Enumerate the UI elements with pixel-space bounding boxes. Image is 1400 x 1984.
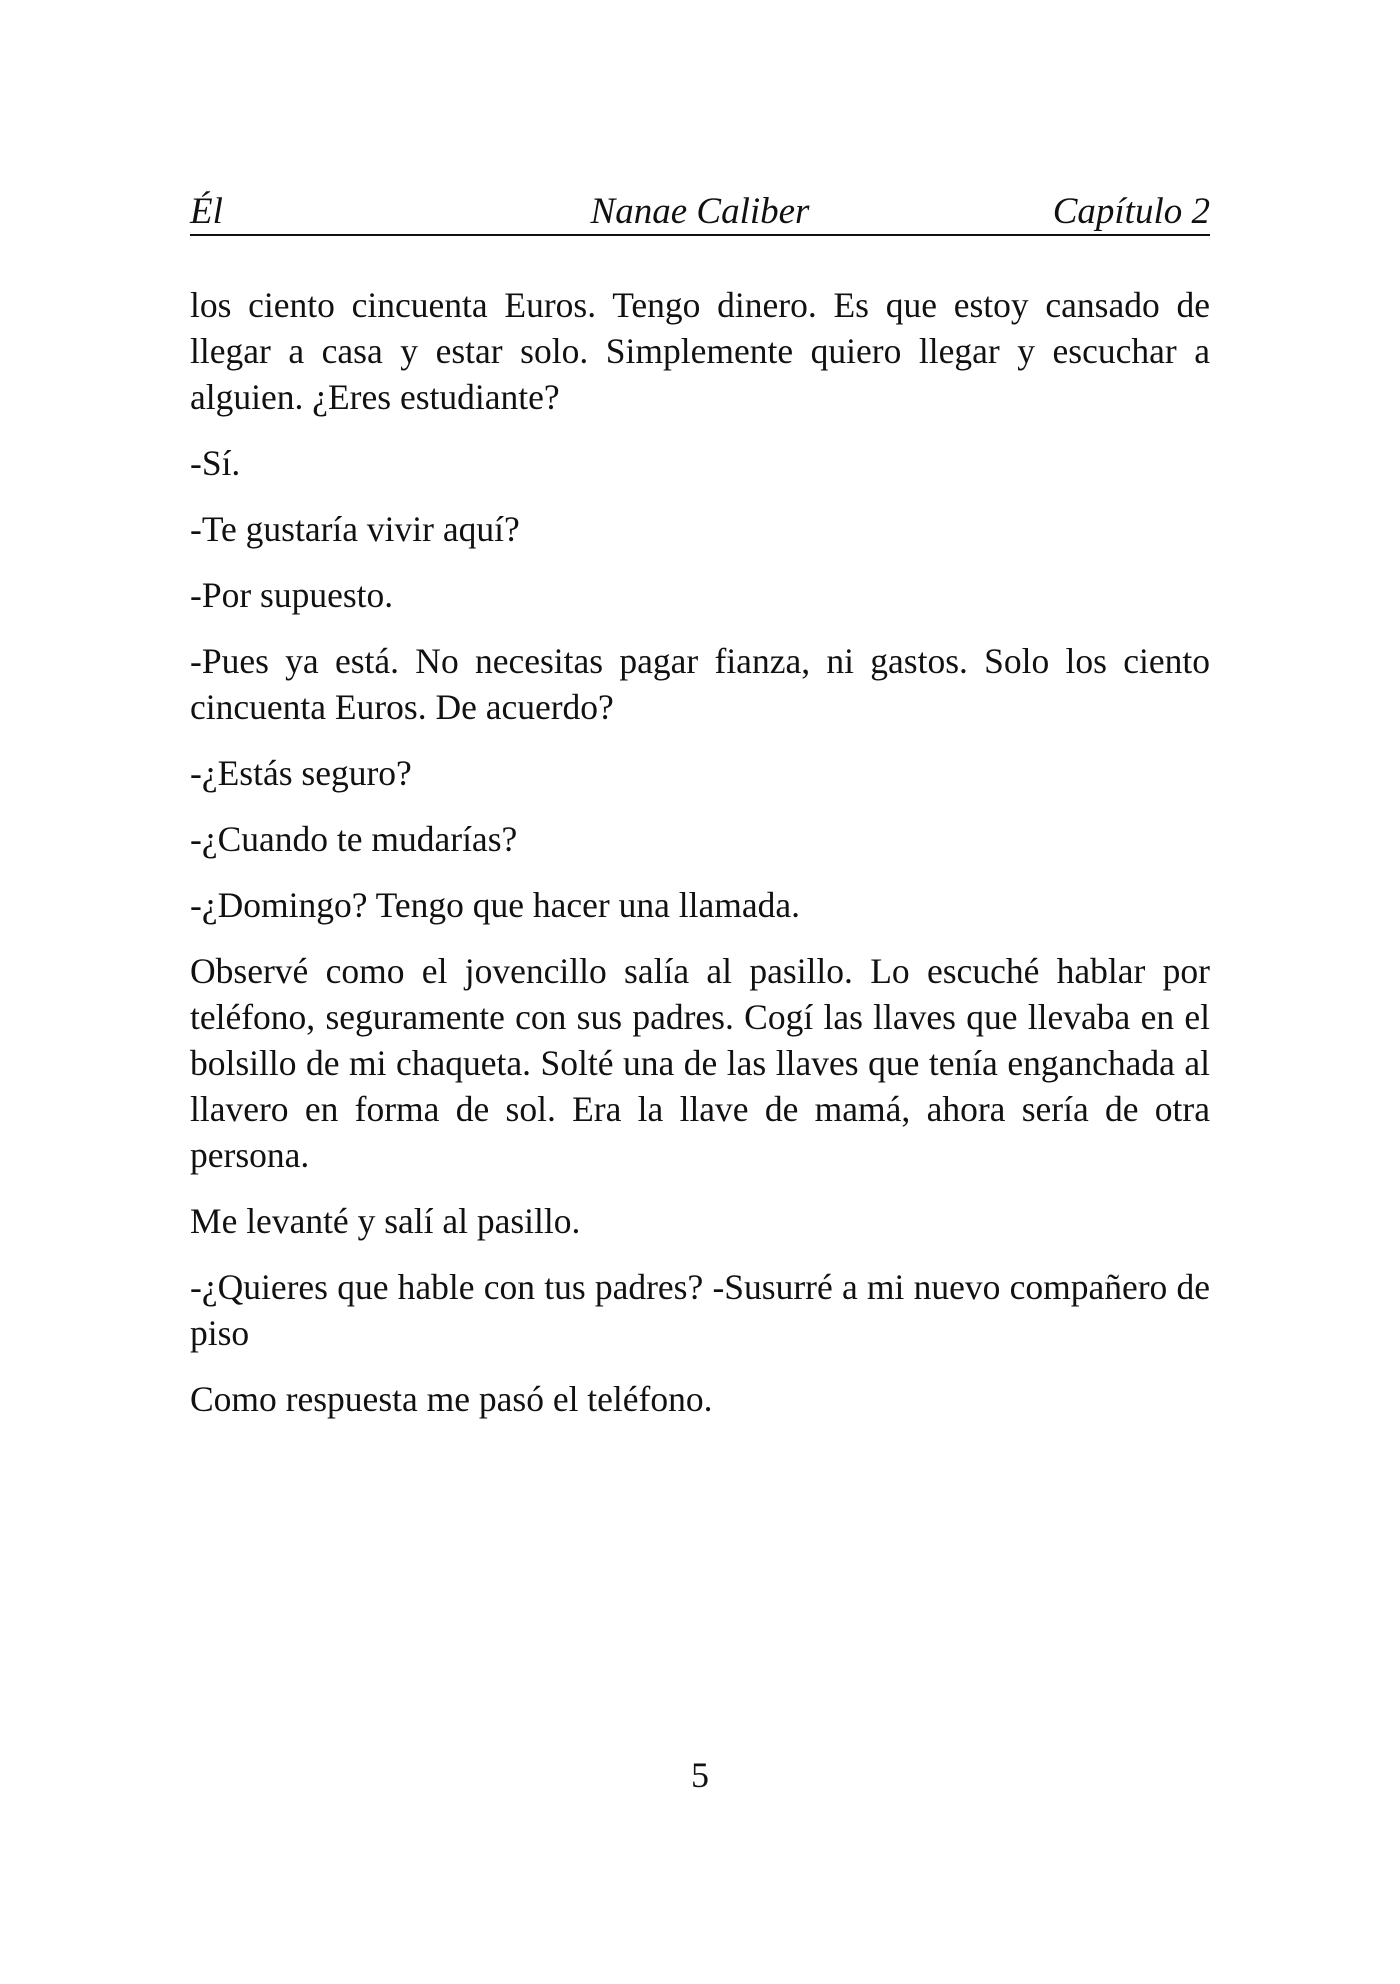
paragraph: Observé como el jovencillo salía al pasillo. Lo escuché hablar por teléfono, seguramente con sus padres. Cogí las llaves que llevaba en el bolsillo de mi chaqueta. Solté una de las llaves que tenía enganchada al llavero en forma de sol. Era la llave de mamá, ahora sería de otra persona.	[190, 951, 1210, 1175]
header-author: Nanae Caliber	[590, 191, 810, 232]
page-number: 5	[691, 1755, 709, 1795]
paragraph: -Por supuesto.	[190, 575, 394, 615]
running-header	[190, 190, 1210, 236]
body-text	[190, 282, 1210, 1442]
paragraph: Como respuesta me pasó el teléfono.	[190, 1379, 713, 1419]
paragraph: -Pues ya está. No necesitas pagar fianza, ni gastos. Solo los ciento cincuenta Euros. De acuerdo?	[190, 641, 1210, 727]
paragraph: -¿Cuando te mudarías?	[190, 819, 518, 859]
paragraph: Me levanté y salí al pasillo.	[190, 1201, 581, 1241]
paragraph: -Sí.	[190, 443, 241, 483]
header-chapter: Capítulo 2	[1052, 191, 1210, 232]
paragraph: los ciento cincuenta Euros. Tengo dinero. Es que estoy cansado de llegar a casa y estar solo. Simplemente quiero llegar y escuchar a alguien. ¿Eres estudiante?	[190, 285, 1210, 417]
paragraph: -Te gustaría vivir aquí?	[190, 509, 520, 549]
paragraph: -¿Quieres que hable con tus padres? -Susurré a mi nuevo compañero de piso	[190, 1267, 1210, 1353]
header-book-title: Él	[190, 191, 223, 232]
paragraph: -¿Estás seguro?	[190, 753, 412, 793]
paragraph: -¿Domingo? Tengo que hacer una llamada.	[190, 885, 800, 925]
